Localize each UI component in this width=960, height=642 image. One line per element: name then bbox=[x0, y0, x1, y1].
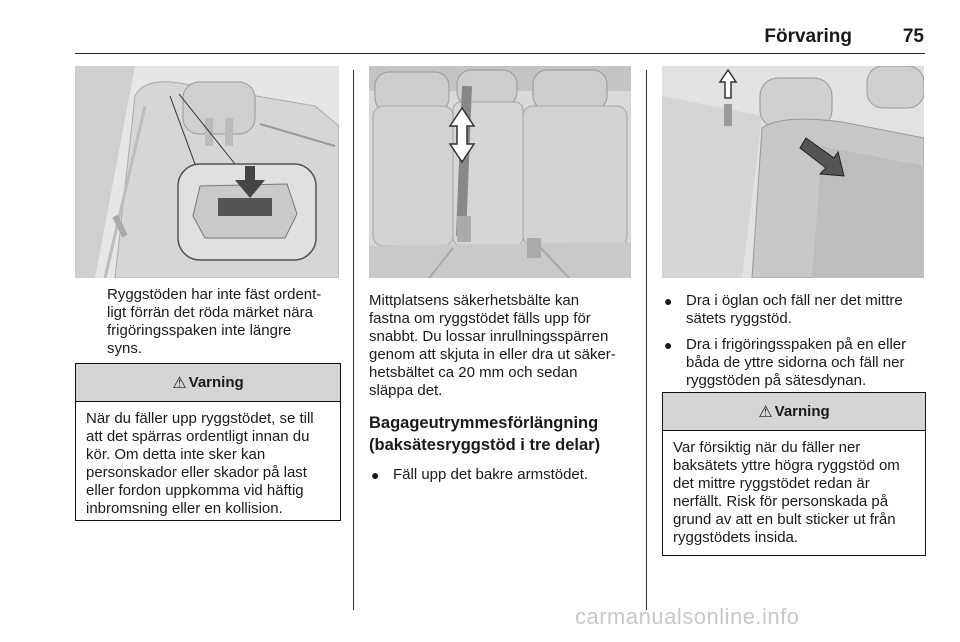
paragraph-line: släppa det. bbox=[369, 382, 443, 399]
paragraph-line: snabbt. Du lossar inrullningsspärren bbox=[369, 328, 609, 345]
figure-fold-backrest bbox=[662, 66, 924, 278]
section-heading bbox=[369, 412, 637, 456]
warning-box-1 bbox=[75, 363, 341, 521]
warning-line: nerfällt. Risk för personskada på bbox=[673, 493, 889, 510]
column-3-text bbox=[662, 292, 926, 390]
warning-line: grund av att en bult sticker ut från bbox=[673, 511, 896, 528]
bullet-line: Dra i frigöringsspaken på en eller bbox=[686, 336, 907, 353]
header-rule bbox=[75, 53, 925, 54]
page-number: 75 bbox=[902, 26, 924, 47]
paragraph-line: fastna om ryggstödet fälls upp för bbox=[369, 310, 591, 327]
bullet-item bbox=[662, 336, 926, 390]
column-2-text bbox=[369, 292, 637, 484]
warning-line: kör. Om detta inte sker kan bbox=[86, 446, 266, 463]
warning-line: personskador eller skador på last bbox=[86, 464, 307, 481]
bullet-item bbox=[662, 292, 926, 328]
bullet-line: ryggstöden på sätesdynan. bbox=[686, 372, 867, 389]
figure-backrest-release bbox=[75, 66, 339, 278]
bullet-icon: ● bbox=[664, 293, 673, 309]
warning-body bbox=[663, 431, 925, 555]
caption-line: Ryggstöden har inte fäst ordent- bbox=[107, 286, 322, 303]
column-divider-2 bbox=[646, 70, 647, 610]
paragraph-line: hetsbältet ca 20 mm och sedan bbox=[369, 364, 578, 381]
bullet-text: Fäll upp det bakre armstödet. bbox=[393, 466, 589, 483]
bullet-line: sätets ryggstöd. bbox=[686, 310, 792, 327]
figure-middle-seat-belt bbox=[369, 66, 631, 278]
caption-line: frigöringsspaken inte längre bbox=[107, 322, 292, 339]
warning-line: ryggstödets insida. bbox=[673, 529, 799, 546]
heading-line: Bagageutrymmesförlängning bbox=[369, 414, 599, 432]
warning-line: inbromsning eller en kollision. bbox=[86, 500, 283, 517]
warning-line: baksätets yttre högra ryggstöd om bbox=[673, 457, 900, 474]
warning-triangle-icon: ⚠ bbox=[172, 374, 187, 392]
warning-title: Varning bbox=[774, 403, 830, 420]
column-divider-1 bbox=[353, 70, 354, 610]
caption-line: ligt förrän det röda märket nära bbox=[107, 304, 313, 321]
warning-header bbox=[76, 364, 340, 402]
bullet-item bbox=[369, 466, 637, 484]
bullet-line: båda de yttre sidorna och fäll ner bbox=[686, 354, 905, 371]
watermark: carmanualsonline.info bbox=[575, 604, 800, 629]
warning-line: att det spärras ordentligt innan du bbox=[86, 428, 310, 445]
paragraph-line: genom att skjuta in eller dra ut säker- bbox=[369, 346, 616, 363]
warning-line: eller fordon uppkomma vid häftig bbox=[86, 482, 304, 499]
warning-header bbox=[663, 393, 925, 431]
paragraph-line: Mittplatsens säkerhetsbälte kan bbox=[369, 292, 580, 309]
heading-line: (baksätesryggstöd i tre delar) bbox=[369, 436, 601, 454]
caption-backrest bbox=[107, 286, 343, 358]
warning-line: det mittre ryggstödet redan är bbox=[673, 475, 870, 492]
bullet-line: Dra i öglan och fäll ner det mittre bbox=[686, 292, 903, 309]
chapter-title: Förvaring bbox=[764, 26, 852, 47]
middle-belt-paragraph bbox=[369, 292, 637, 400]
warning-line: Var försiktig när du fäller ner bbox=[673, 439, 861, 456]
caption-line: syns. bbox=[107, 340, 143, 357]
warning-triangle-icon: ⚠ bbox=[758, 403, 773, 421]
warning-box-2 bbox=[662, 392, 926, 556]
bullet-icon: ● bbox=[371, 467, 380, 483]
warning-title: Varning bbox=[188, 374, 244, 391]
bullet-icon: ● bbox=[664, 337, 673, 353]
warning-body bbox=[76, 402, 340, 526]
warning-line: När du fäller upp ryggstödet, se till bbox=[86, 410, 314, 427]
